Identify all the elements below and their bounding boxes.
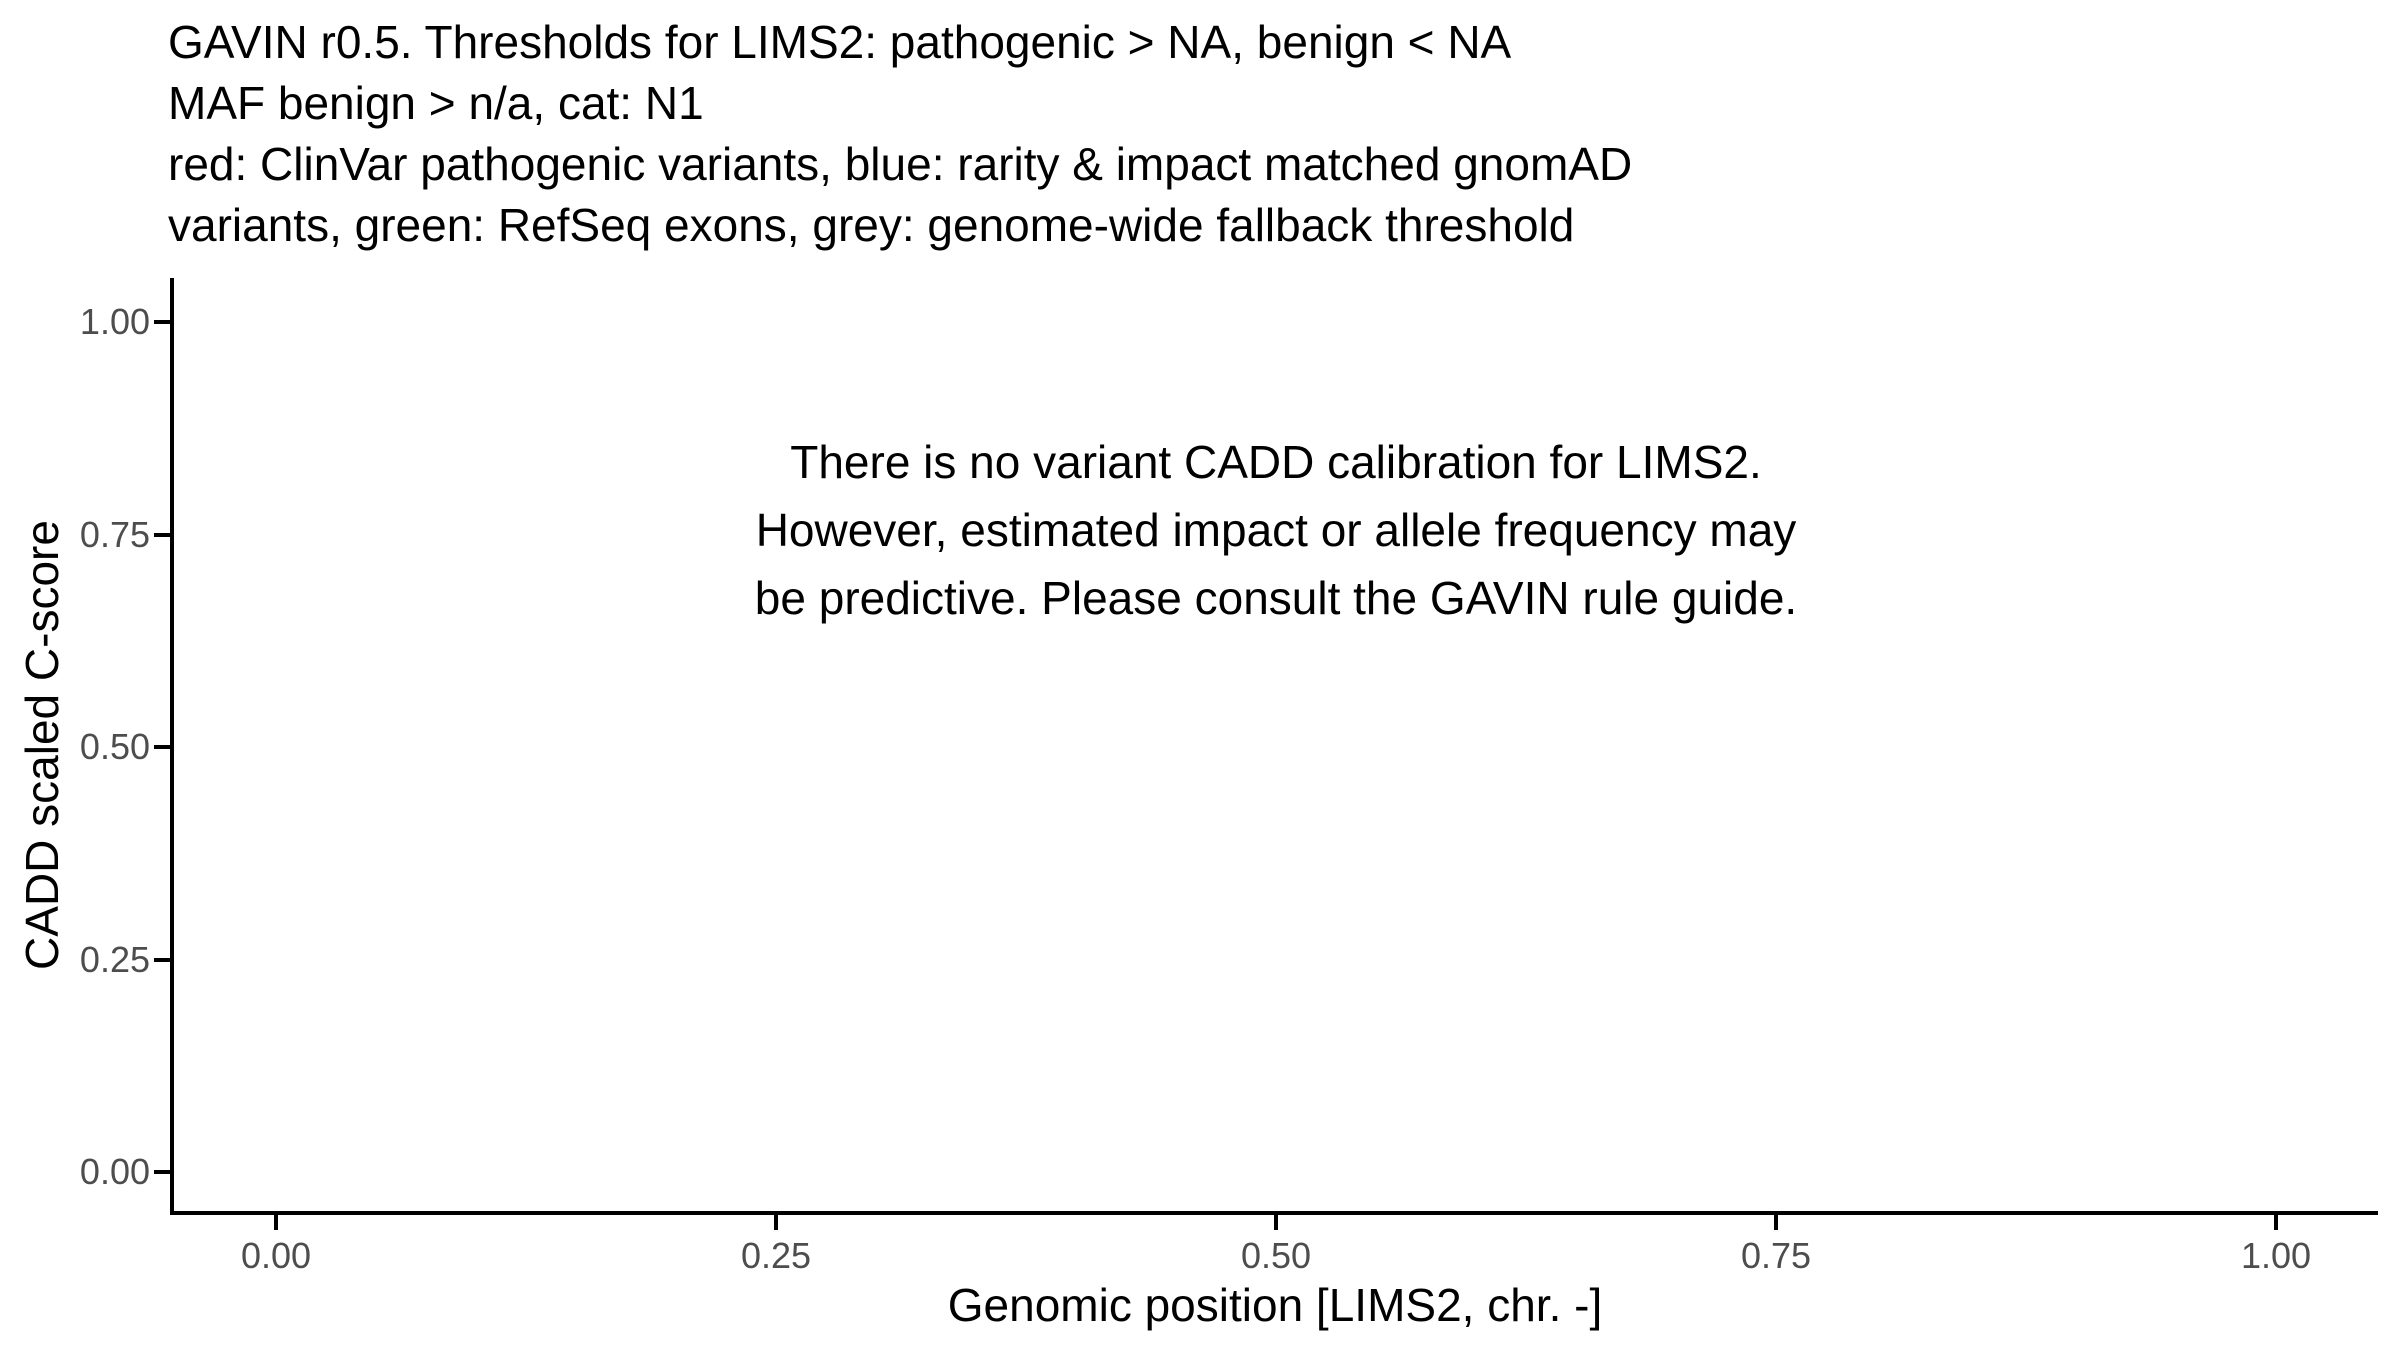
y-tick-mark [154, 1170, 170, 1174]
y-tick-mark [154, 320, 170, 324]
y-tick-label: 0.25 [79, 939, 150, 980]
annotation-line-3: be predictive. Please consult the GAVIN rule guide. [754, 572, 1798, 624]
y-tick-mark [154, 533, 170, 537]
no-calibration-annotation [676, 428, 1876, 632]
y-tick-label: 0.50 [79, 726, 150, 767]
plot-title-line-4: variants, green: RefSeq exons, grey: genome-wide fallback threshold [168, 199, 1575, 251]
annotation-line-1: There is no variant CADD calibration for LIMS2. [790, 436, 1762, 488]
y-tick-mark [154, 958, 170, 962]
y-axis-title: CADD scaled C-score [16, 520, 68, 970]
plot-title-line-3: red: ClinVar pathogenic variants, blue: rarity & impact matched gnomAD [168, 138, 1633, 190]
y-tick-label: 0.00 [79, 1151, 150, 1192]
x-tick-label: 0.00 [240, 1235, 312, 1276]
plot-title [168, 12, 1632, 256]
x-tick-label: 1.00 [2240, 1235, 2312, 1276]
x-axis-title: Genomic position [LIMS2, chr. -] [947, 1279, 1603, 1331]
x-tick-mark [774, 1215, 778, 1230]
plot-title-line-2: MAF benign > n/a, cat: N1 [168, 77, 704, 129]
y-tick-label: 1.00 [79, 301, 150, 342]
x-tick-mark [1774, 1215, 1778, 1230]
plot-panel [170, 278, 2378, 1215]
annotation-line-2: However, estimated impact or allele frequency may [755, 504, 1797, 556]
y-tick-label: 0.75 [79, 514, 150, 555]
x-tick-label: 0.50 [1240, 1235, 1312, 1276]
x-tick-mark [1274, 1215, 1278, 1230]
y-tick-mark [154, 745, 170, 749]
x-tick-label: 0.25 [740, 1235, 812, 1276]
x-tick-mark [274, 1215, 278, 1230]
plot-title-line-1: GAVIN r0.5. Thresholds for LIMS2: pathogenic > NA, benign < NA [168, 16, 1512, 68]
x-tick-label: 0.75 [1740, 1235, 1812, 1276]
x-tick-mark [2274, 1215, 2278, 1230]
